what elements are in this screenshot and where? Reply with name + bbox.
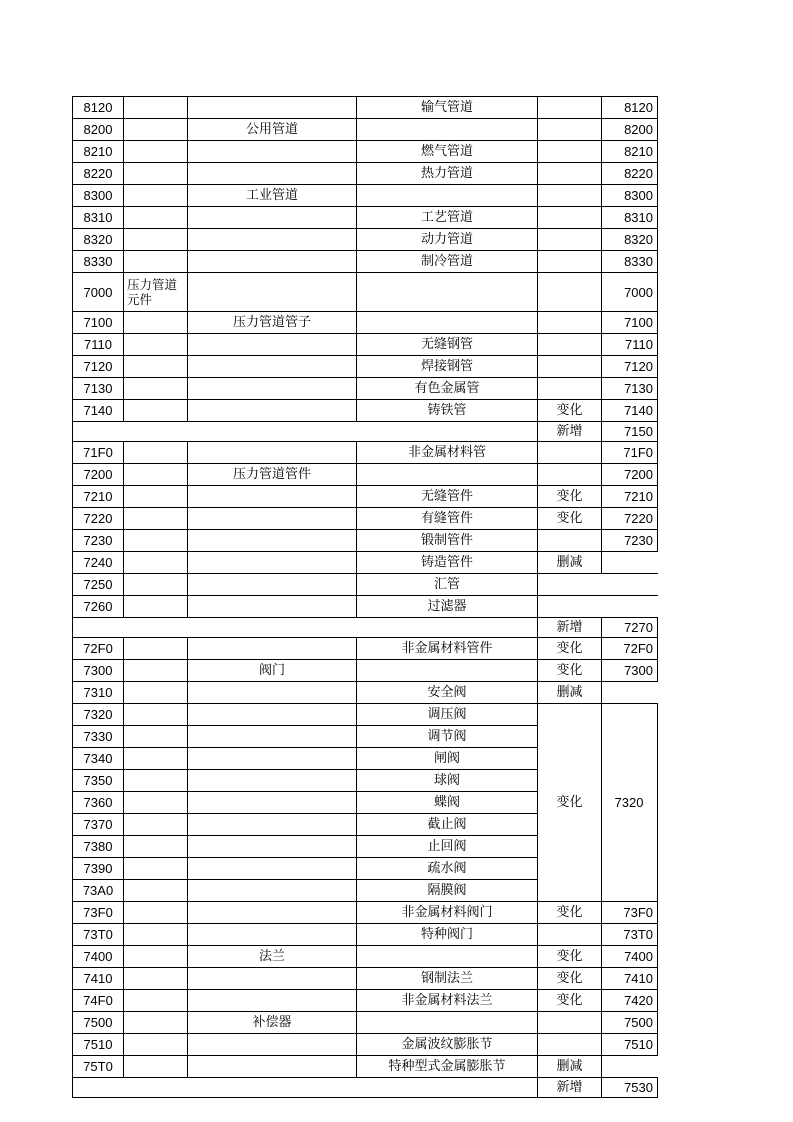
code-cell: 7310 <box>73 682 124 704</box>
new-code-cell: 7220 <box>602 508 658 530</box>
level3-cell: 闸阀 <box>357 748 538 770</box>
table-row <box>73 596 658 618</box>
change-cell: 变化 <box>538 660 602 682</box>
table-row <box>73 682 658 704</box>
change-cell <box>538 185 602 207</box>
level2-cell: 压力管道管件 <box>188 464 357 486</box>
level3-cell: 止回阀 <box>357 836 538 858</box>
code-cell: 8330 <box>73 251 124 273</box>
change-cell <box>538 378 602 400</box>
level1-cell <box>124 400 188 422</box>
level2-cell <box>188 508 357 530</box>
level1-cell <box>124 251 188 273</box>
new-code-cell: 7100 <box>602 312 658 334</box>
new-code-cell: 8300 <box>602 185 658 207</box>
new-code-cell: 8120 <box>602 97 658 119</box>
table-row <box>73 618 658 638</box>
code-cell: 7510 <box>73 1034 124 1056</box>
change-cell: 变化 <box>538 704 602 902</box>
level3-cell <box>357 185 538 207</box>
new-code-cell: 7210 <box>602 486 658 508</box>
level2-cell: 压力管道管子 <box>188 312 357 334</box>
new-code-cell: 8220 <box>602 163 658 185</box>
level1-cell <box>124 141 188 163</box>
level2-cell: 阀门 <box>188 660 357 682</box>
level3-cell <box>357 119 538 141</box>
level2-cell <box>188 163 357 185</box>
change-cell: 变化 <box>538 400 602 422</box>
level2-cell <box>188 273 357 312</box>
blank-merged-cell <box>73 1078 538 1098</box>
new-code-cell: 7230 <box>602 530 658 552</box>
level1-cell <box>124 1034 188 1056</box>
level2-cell <box>188 902 357 924</box>
table-row <box>73 229 658 251</box>
level3-cell: 汇管 <box>357 574 538 596</box>
valve-classification-table <box>72 96 658 1098</box>
table-row <box>73 251 658 273</box>
level1-cell <box>124 312 188 334</box>
table-row <box>73 990 658 1012</box>
change-cell <box>538 312 602 334</box>
level1-cell <box>124 163 188 185</box>
change-cell <box>538 251 602 273</box>
new-code-cell: 73F0 <box>602 902 658 924</box>
level3-cell: 球阀 <box>357 770 538 792</box>
level2-cell <box>188 141 357 163</box>
level1-cell <box>124 442 188 464</box>
level2-cell: 公用管道 <box>188 119 357 141</box>
change-cell <box>538 442 602 464</box>
change-cell <box>538 141 602 163</box>
new-code-cell: 8330 <box>602 251 658 273</box>
blank-merged-cell <box>73 618 538 638</box>
level2-cell <box>188 486 357 508</box>
blank-change-cell <box>538 574 658 596</box>
level3-cell <box>357 312 538 334</box>
table-row <box>73 273 658 312</box>
table-row <box>73 574 658 596</box>
code-cell: 7370 <box>73 814 124 836</box>
level2-cell <box>188 748 357 770</box>
table-row <box>73 422 658 442</box>
level2-cell <box>188 378 357 400</box>
table-row <box>73 704 658 726</box>
level1-cell <box>124 990 188 1012</box>
new-code-cell: 7150 <box>602 422 658 442</box>
change-cell: 删减 <box>538 682 602 704</box>
table-row <box>73 400 658 422</box>
level2-cell <box>188 229 357 251</box>
level2-cell <box>188 726 357 748</box>
table-row <box>73 638 658 660</box>
change-cell: 变化 <box>538 990 602 1012</box>
level3-cell: 特种阀门 <box>357 924 538 946</box>
code-cell: 7340 <box>73 748 124 770</box>
code-cell: 7120 <box>73 356 124 378</box>
code-cell: 7410 <box>73 968 124 990</box>
level3-cell: 隔膜阀 <box>357 880 538 902</box>
table-row <box>73 356 658 378</box>
level1-cell <box>124 486 188 508</box>
change-cell <box>538 163 602 185</box>
level3-cell: 有缝管件 <box>357 508 538 530</box>
level2-cell <box>188 704 357 726</box>
code-cell: 7100 <box>73 312 124 334</box>
level3-cell: 锻制管件 <box>357 530 538 552</box>
code-cell: 71F0 <box>73 442 124 464</box>
new-code-cell <box>602 682 658 704</box>
change-cell: 新增 <box>538 1078 602 1098</box>
change-cell: 删减 <box>538 552 602 574</box>
new-code-cell: 7120 <box>602 356 658 378</box>
code-cell: 7350 <box>73 770 124 792</box>
level1-cell <box>124 119 188 141</box>
level1-cell <box>124 814 188 836</box>
code-cell: 7360 <box>73 792 124 814</box>
change-cell <box>538 97 602 119</box>
new-code-cell: 8310 <box>602 207 658 229</box>
table-row <box>73 312 658 334</box>
level1-cell <box>124 378 188 400</box>
level3-cell: 非金属材料法兰 <box>357 990 538 1012</box>
level3-cell <box>357 464 538 486</box>
change-cell: 新增 <box>538 422 602 442</box>
code-cell: 7320 <box>73 704 124 726</box>
code-cell: 7400 <box>73 946 124 968</box>
level3-cell: 安全阀 <box>357 682 538 704</box>
level2-cell <box>188 836 357 858</box>
new-code-cell <box>602 1056 658 1078</box>
new-code-cell: 7000 <box>602 273 658 312</box>
table-row <box>73 207 658 229</box>
level3-cell: 非金属材料阀门 <box>357 902 538 924</box>
level2-cell: 补偿器 <box>188 1012 357 1034</box>
level2-cell <box>188 968 357 990</box>
new-code-cell: 8320 <box>602 229 658 251</box>
change-cell <box>538 334 602 356</box>
level2-cell <box>188 792 357 814</box>
level3-cell: 特种型式金属膨胀节 <box>357 1056 538 1078</box>
level1-cell <box>124 185 188 207</box>
table-row <box>73 119 658 141</box>
change-cell <box>538 1034 602 1056</box>
level3-cell: 调节阀 <box>357 726 538 748</box>
level1-cell <box>124 530 188 552</box>
change-cell: 变化 <box>538 968 602 990</box>
level3-cell: 无缝钢管 <box>357 334 538 356</box>
new-code-cell: 71F0 <box>602 442 658 464</box>
level3-cell: 铸造管件 <box>357 552 538 574</box>
code-cell: 7330 <box>73 726 124 748</box>
code-cell: 73A0 <box>73 880 124 902</box>
code-cell: 73T0 <box>73 924 124 946</box>
table-row <box>73 1078 658 1098</box>
level2-cell <box>188 97 357 119</box>
new-code-cell: 7200 <box>602 464 658 486</box>
level2-cell <box>188 638 357 660</box>
table-row <box>73 902 658 924</box>
level1-cell <box>124 968 188 990</box>
change-cell: 变化 <box>538 486 602 508</box>
level2-cell <box>188 400 357 422</box>
level1-cell <box>124 748 188 770</box>
new-code-cell: 7500 <box>602 1012 658 1034</box>
level3-cell: 焊接钢管 <box>357 356 538 378</box>
code-cell: 7220 <box>73 508 124 530</box>
level2-cell <box>188 770 357 792</box>
new-code-cell: 7110 <box>602 334 658 356</box>
level2-cell <box>188 682 357 704</box>
code-cell: 7250 <box>73 574 124 596</box>
change-cell <box>538 119 602 141</box>
level2-cell: 工业管道 <box>188 185 357 207</box>
code-cell: 8200 <box>73 119 124 141</box>
level2-cell <box>188 442 357 464</box>
code-cell: 8210 <box>73 141 124 163</box>
level1-cell <box>124 770 188 792</box>
table-row <box>73 924 658 946</box>
level3-cell: 有色金属管 <box>357 378 538 400</box>
new-code-cell: 7130 <box>602 378 658 400</box>
new-code-cell: 7530 <box>602 1078 658 1098</box>
table-row <box>73 1034 658 1056</box>
level2-cell <box>188 356 357 378</box>
level2-cell <box>188 530 357 552</box>
table-row <box>73 97 658 119</box>
level3-cell: 非金属材料管件 <box>357 638 538 660</box>
new-code-cell: 7400 <box>602 946 658 968</box>
level1-cell <box>124 704 188 726</box>
level3-cell <box>357 273 538 312</box>
code-cell: 75T0 <box>73 1056 124 1078</box>
level1-cell <box>124 596 188 618</box>
level3-cell: 无缝管件 <box>357 486 538 508</box>
level2-cell <box>188 207 357 229</box>
change-cell <box>538 273 602 312</box>
table-row <box>73 486 658 508</box>
code-cell: 8320 <box>73 229 124 251</box>
new-code-cell: 8210 <box>602 141 658 163</box>
new-code-cell: 7140 <box>602 400 658 422</box>
table-row <box>73 1012 658 1034</box>
code-cell: 7130 <box>73 378 124 400</box>
level3-cell: 燃气管道 <box>357 141 538 163</box>
change-cell <box>538 924 602 946</box>
level3-cell: 制冷管道 <box>357 251 538 273</box>
level1-cell <box>124 552 188 574</box>
code-cell: 7240 <box>73 552 124 574</box>
table-row <box>73 530 658 552</box>
code-cell: 8120 <box>73 97 124 119</box>
table-row <box>73 552 658 574</box>
code-cell: 7300 <box>73 660 124 682</box>
level3-cell: 输气管道 <box>357 97 538 119</box>
level2-cell <box>188 596 357 618</box>
code-cell: 7210 <box>73 486 124 508</box>
table-body <box>73 97 658 1098</box>
table-row <box>73 508 658 530</box>
level1-cell <box>124 1056 188 1078</box>
change-cell <box>538 229 602 251</box>
level3-cell: 工艺管道 <box>357 207 538 229</box>
change-cell: 变化 <box>538 902 602 924</box>
code-cell: 7500 <box>73 1012 124 1034</box>
new-code-cell: 72F0 <box>602 638 658 660</box>
level3-cell: 截止阀 <box>357 814 538 836</box>
level1-cell <box>124 858 188 880</box>
table-row <box>73 946 658 968</box>
level1-cell <box>124 924 188 946</box>
code-cell: 7140 <box>73 400 124 422</box>
change-cell: 删减 <box>538 1056 602 1078</box>
level3-cell: 调压阀 <box>357 704 538 726</box>
level3-cell <box>357 946 538 968</box>
level1-cell <box>124 836 188 858</box>
level2-cell <box>188 1034 357 1056</box>
code-cell: 7200 <box>73 464 124 486</box>
level1-cell <box>124 97 188 119</box>
level2-cell <box>188 924 357 946</box>
level1-cell <box>124 902 188 924</box>
level1-cell <box>124 880 188 902</box>
code-cell: 7230 <box>73 530 124 552</box>
level2-cell <box>188 574 357 596</box>
level1-cell <box>124 207 188 229</box>
new-code-cell <box>602 552 658 574</box>
new-code-cell: 7510 <box>602 1034 658 1056</box>
table-row <box>73 141 658 163</box>
change-cell <box>538 1012 602 1034</box>
level3-cell: 金属波纹膨胀节 <box>357 1034 538 1056</box>
level1-cell <box>124 508 188 530</box>
code-cell: 7000 <box>73 273 124 312</box>
table-row <box>73 1056 658 1078</box>
new-code-cell: 8200 <box>602 119 658 141</box>
level3-cell: 钢制法兰 <box>357 968 538 990</box>
new-code-cell: 7420 <box>602 990 658 1012</box>
level1-cell <box>124 946 188 968</box>
level2-cell <box>188 814 357 836</box>
level2-cell <box>188 990 357 1012</box>
level2-cell <box>188 1056 357 1078</box>
level3-cell: 蝶阀 <box>357 792 538 814</box>
code-cell: 73F0 <box>73 902 124 924</box>
level1-cell <box>124 638 188 660</box>
level3-cell <box>357 1012 538 1034</box>
level3-cell: 热力管道 <box>357 163 538 185</box>
code-cell: 74F0 <box>73 990 124 1012</box>
new-code-cell: 7270 <box>602 618 658 638</box>
change-cell <box>538 207 602 229</box>
change-cell: 变化 <box>538 508 602 530</box>
level1-cell: 压力管道元件 <box>124 273 188 312</box>
code-cell: 7110 <box>73 334 124 356</box>
change-cell: 变化 <box>538 946 602 968</box>
change-cell: 变化 <box>538 638 602 660</box>
change-cell <box>538 356 602 378</box>
level1-cell <box>124 229 188 251</box>
table-row <box>73 660 658 682</box>
level1-cell <box>124 356 188 378</box>
level2-cell: 法兰 <box>188 946 357 968</box>
code-cell: 8220 <box>73 163 124 185</box>
table-row <box>73 442 658 464</box>
table-row <box>73 378 658 400</box>
level2-cell <box>188 334 357 356</box>
level3-cell <box>357 660 538 682</box>
blank-merged-cell <box>73 422 538 442</box>
new-code-cell: 7410 <box>602 968 658 990</box>
level1-cell <box>124 334 188 356</box>
new-code-cell: 73T0 <box>602 924 658 946</box>
level1-cell <box>124 1012 188 1034</box>
table-row <box>73 464 658 486</box>
level3-cell: 过滤器 <box>357 596 538 618</box>
table-row <box>73 334 658 356</box>
change-cell <box>538 530 602 552</box>
level1-cell <box>124 464 188 486</box>
code-cell: 8300 <box>73 185 124 207</box>
code-cell: 8310 <box>73 207 124 229</box>
new-code-cell: 7320 <box>602 704 658 902</box>
table-row <box>73 968 658 990</box>
level2-cell <box>188 552 357 574</box>
level2-cell <box>188 858 357 880</box>
level3-cell: 疏水阀 <box>357 858 538 880</box>
code-cell: 7260 <box>73 596 124 618</box>
level1-cell <box>124 682 188 704</box>
code-cell: 7380 <box>73 836 124 858</box>
change-cell <box>538 464 602 486</box>
level3-cell: 铸铁管 <box>357 400 538 422</box>
level3-cell: 动力管道 <box>357 229 538 251</box>
level1-cell <box>124 792 188 814</box>
change-cell: 新增 <box>538 618 602 638</box>
level1-cell <box>124 726 188 748</box>
code-cell: 72F0 <box>73 638 124 660</box>
code-cell: 7390 <box>73 858 124 880</box>
new-code-cell: 7300 <box>602 660 658 682</box>
level1-cell <box>124 574 188 596</box>
table-row <box>73 185 658 207</box>
table-row <box>73 163 658 185</box>
blank-change-cell <box>538 596 658 618</box>
level2-cell <box>188 880 357 902</box>
level1-cell <box>124 660 188 682</box>
level2-cell <box>188 251 357 273</box>
level3-cell: 非金属材料管 <box>357 442 538 464</box>
